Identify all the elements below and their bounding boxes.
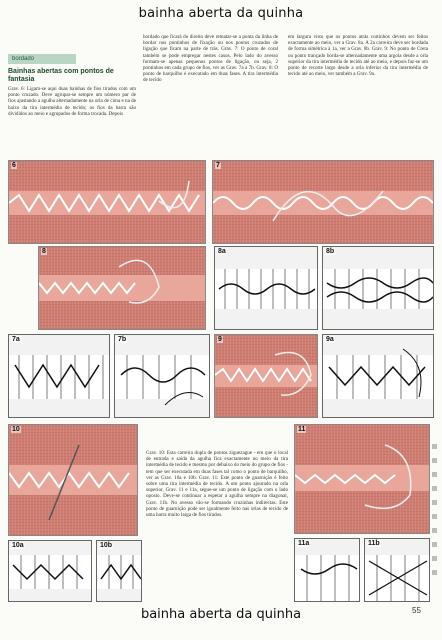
figure-6-photo (8, 160, 206, 244)
stitch-diagram (97, 541, 142, 602)
figure-8b-diagram (322, 246, 434, 330)
figure-11a-diagram (294, 538, 360, 602)
figure-8-photo (38, 246, 206, 330)
figure-label: 10 (12, 426, 20, 433)
figure-11-photo (294, 424, 430, 534)
figure-label: 11a (298, 540, 310, 547)
figure-label: 9a (326, 336, 334, 343)
decorative-pattern-icon (430, 440, 440, 590)
figure-label: 7b (118, 336, 127, 343)
stitch-illustration (215, 335, 318, 418)
stitch-illustration (9, 425, 138, 536)
figure-label: 6 (12, 162, 16, 169)
page-number: 55 (412, 606, 421, 615)
figure-label: 11 (298, 426, 306, 433)
figure-9a-diagram (322, 334, 434, 418)
figure-label: 8 (42, 248, 46, 255)
stitch-illustration (213, 161, 434, 244)
figure-label: 7a (12, 336, 20, 343)
subheading: Bainhas abertas com pontos de fantasia (8, 68, 114, 83)
figure-label: 7 (216, 162, 220, 169)
stitch-illustration (295, 425, 430, 534)
stitch-diagram (365, 539, 430, 602)
figure-label: 9 (218, 336, 222, 343)
figure-label: 10b (100, 542, 113, 549)
text-column-2: bordado que ficará do direito deve rematar-se a ponta da linha de bordar nos pontinhos de fixação ou nos pontos cruzados de ligação que ficam na parte de trás. Grav. 7: O ponto de coral também se pode empregar nestes casos. Pelo lado do avesso formam-se apenas pequenos pontos de ligação, ou seja, 2 pontinhos em cada grupo de fios, ver as Grav. 7a a 7b. Grav. 8: O ponto de barquilho é executado em duas fases. A tira intermédia de tecido (143, 34, 278, 84)
figure-9-photo (214, 334, 318, 418)
stitch-diagram (115, 335, 210, 418)
page-footer-title: bainha aberta da quinha (140, 607, 302, 622)
stitch-diagram (215, 247, 318, 330)
side-decoration (430, 440, 440, 590)
figure-label: 10a (12, 542, 24, 549)
figure-7-photo (212, 160, 434, 244)
figure-label: 8a (218, 248, 226, 255)
stitch-diagram (9, 541, 92, 602)
stitch-illustration (39, 247, 206, 330)
stitch-diagram (323, 335, 434, 418)
figure-label: 8b (326, 248, 335, 255)
section-tag: bordado (8, 54, 76, 64)
figure-8a-diagram (214, 246, 318, 330)
text-column-3: em largura visto que os pontos atrás curtinhos devem ser feitos exactamente ao meio, ver a Grav. 8a. A 2a carreira deve ser bordada de forma simétrica à 1a, ver a Grav. 8b. Grav. 9: No ponto de Creta ou ponto trançado borda-se alternadamente uma argola desde a orla superior da tira intermédia de tecido até ao meio, e depois faz-se um ponto de recorte largo desde a orla inferior da tira intermédia de tecido até ao meio, ver também a Grav. 9a. (288, 34, 428, 78)
figure-label: 11b (368, 540, 380, 547)
figure-10a-diagram (8, 540, 92, 602)
figure-7b-diagram (114, 334, 210, 418)
stitch-diagram (9, 335, 110, 418)
figure-7a-diagram (8, 334, 110, 418)
figure-10b-diagram (96, 540, 142, 602)
stitch-diagram (295, 539, 360, 602)
stitch-diagram (323, 247, 434, 330)
figure-10-photo (8, 424, 138, 536)
text-column-1: Grav. 6: Ligam-se aqui duas bainhas de fios tirados com um ponto cruzado. Deve agrupar-se sempre um número par de fios ajustando a agulha alternadamente na orla de cima e na de baixo da tira intermédia de tecido; os fios da barra são divididos ao meio e agrupados de forma trocada. Depois (8, 86, 136, 117)
text-column-4: Grav. 10: Esta carreira dupla de pontos ziguezague - em que o local de entrada e saída da agulha fica exactamente no meio da tira intermédia de tecido e mesmo por debaixo do meio do grupo de fios - tem que ser executada em duas fases tal como o ponto de barquilho, ver as Grav. 10a e 10b. Grav. 11: Este ponto de guarnição é feito sobre uma tira intermédia de tecido. A um ponto ajourado na orla superior, Grav. 11 e 11a, segue-se um ponto de ligação com o lado oposto. Deve-se continuar a espetar a agulha sempre na diagonal, Grav. 11b. No avesso vão-se formando cruzinhas indirectas. Este ponto de guarnição pode ser igualmente feito nas orlas de tecido de uma barra muito larga de fios tirados. (146, 450, 288, 519)
page-header-title: bainha aberta da quinha (138, 6, 304, 21)
stitch-illustration (9, 161, 206, 244)
figure-11b-diagram (364, 538, 430, 602)
